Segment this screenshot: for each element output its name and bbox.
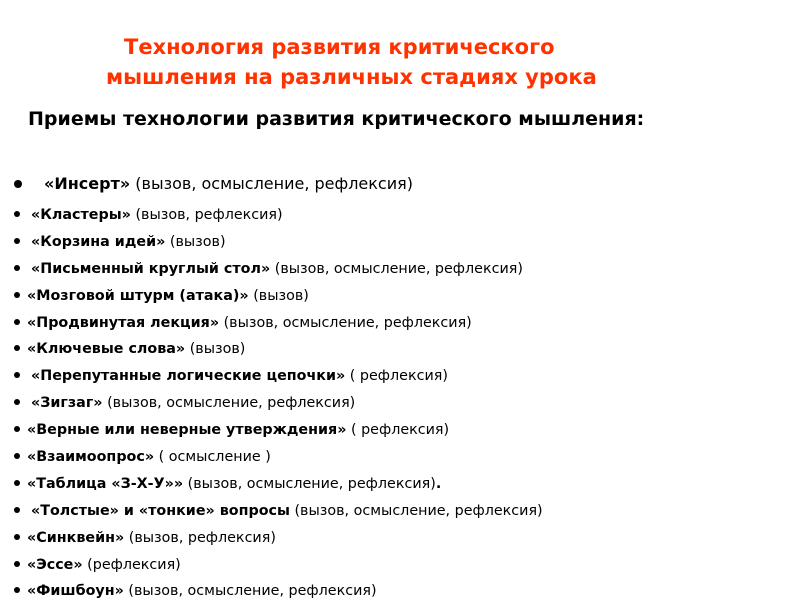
list-item <box>14 525 543 552</box>
technique-name: «Толстые» и «тонкие» вопросы <box>31 502 290 519</box>
bullet-icon <box>14 170 36 198</box>
technique-stages: (вызов, осмысление, рефлексия) <box>128 583 377 600</box>
technique-stages: (вызов, осмысление, рефлексия) <box>107 395 356 412</box>
list-item <box>14 229 543 256</box>
technique-stages: ( рефлексия) <box>350 422 450 439</box>
bullet-icon <box>14 363 27 390</box>
technique-name: «Таблица «З-Х-У»» <box>27 475 184 492</box>
technique-stages: (вызов, осмысление, рефлексия) <box>294 502 543 519</box>
technique-stages: ( осмысление ) <box>158 449 271 466</box>
technique-stages: (вызов) <box>189 341 246 358</box>
technique-stages: (вызов) <box>169 233 226 250</box>
bullet-icon <box>14 498 27 525</box>
technique-name: «Мозговой штурм (атака)» <box>27 287 249 304</box>
technique-stages: (вызов, осмысление, рефлексия) <box>187 475 436 492</box>
technique-name: «Письменный круглый стол» <box>31 260 271 277</box>
bullet-icon <box>14 417 27 444</box>
technique-name: «Продвинутая лекция» <box>27 314 220 331</box>
title-line-1: Технология развития критического <box>124 35 555 59</box>
technique-name: «Фишбоун» <box>27 583 124 600</box>
technique-stages: (вызов, рефлексия) <box>135 207 283 223</box>
bullet-icon <box>14 525 27 552</box>
technique-name: «Перепутанные логические цепочки» <box>31 368 346 385</box>
technique-name: «Зигзаг» <box>31 395 103 412</box>
bullet-icon <box>14 310 27 337</box>
technique-name: «Инсерт» <box>44 174 131 193</box>
technique-name: «Эссе» <box>27 556 83 573</box>
bullet-icon <box>14 578 27 605</box>
list-item <box>14 283 543 310</box>
technique-stages: (вызов, осмысление, рефлексия) <box>274 260 523 277</box>
list-item <box>14 417 543 444</box>
technique-stages: (вызов, осмысление, рефлексия) <box>135 174 413 193</box>
technique-tail: . <box>435 475 442 492</box>
technique-name: «Синквейн» <box>27 529 125 546</box>
list-item <box>14 336 543 363</box>
technique-list <box>14 170 543 605</box>
list-item <box>14 444 543 471</box>
bullet-icon <box>14 444 27 471</box>
technique-name: «Верные или неверные утверждения» <box>27 422 347 439</box>
bullet-icon <box>14 256 27 283</box>
technique-stages: (рефлексия) <box>87 556 181 573</box>
list-item <box>14 552 543 579</box>
title-line-2: мышления на различных стадиях урока <box>106 65 597 89</box>
bullet-icon <box>14 390 27 417</box>
bullet-icon <box>14 202 27 229</box>
technique-stages: (вызов) <box>253 287 309 304</box>
list-item <box>14 310 543 337</box>
bullet-icon <box>14 229 27 256</box>
list-item <box>14 390 543 417</box>
technique-stages: (вызов, рефлексия) <box>128 529 276 546</box>
technique-name: «Взаимоопрос» <box>27 449 155 466</box>
bullet-icon <box>14 552 27 579</box>
list-item <box>14 202 543 229</box>
list-item <box>14 578 543 605</box>
technique-stages: (вызов, осмысление, рефлексия) <box>223 314 472 331</box>
bullet-icon <box>14 283 27 310</box>
slide-title <box>0 32 800 92</box>
list-item <box>14 363 543 390</box>
bullet-icon <box>14 336 27 363</box>
list-item <box>14 256 543 283</box>
slide-subtitle: Приемы технологии развития критического мышления: <box>28 108 645 130</box>
technique-name: «Кластеры» <box>31 207 131 223</box>
list-item <box>14 471 543 498</box>
list-item <box>14 170 543 202</box>
technique-stages: ( рефлексия) <box>349 368 448 385</box>
bullet-icon <box>14 471 27 498</box>
technique-name: «Корзина идей» <box>31 233 166 250</box>
list-item <box>14 498 543 525</box>
technique-name: «Ключевые слова» <box>27 341 186 358</box>
